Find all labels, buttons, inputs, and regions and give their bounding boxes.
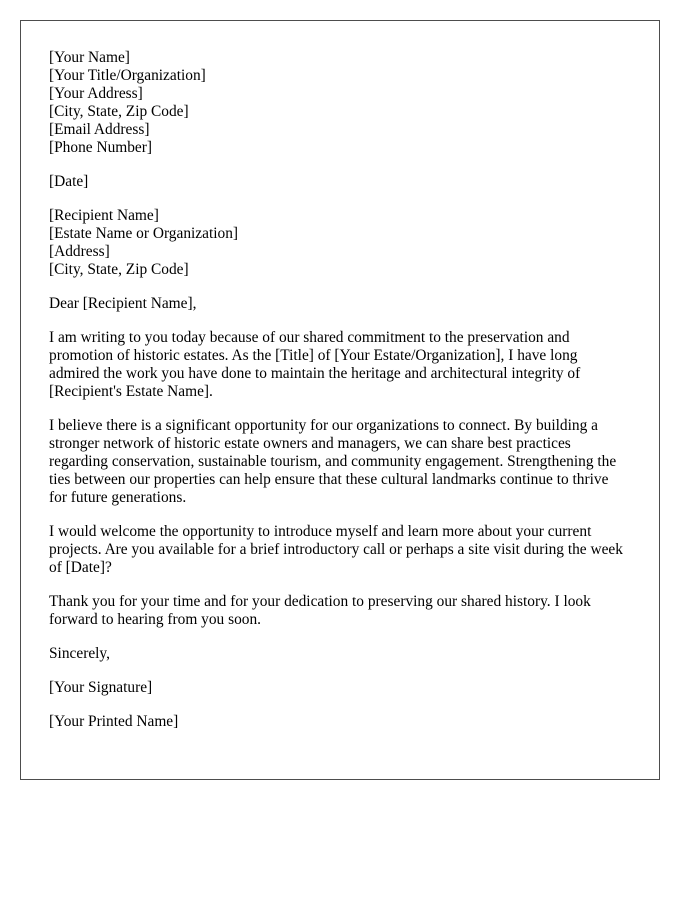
body-paragraph-4: Thank you for your time and for your dedication to preserving our shared history. I look forward to hearing from you soon. — [49, 593, 591, 628]
sender-email: [Email Address] — [49, 121, 150, 138]
recipient-name: [Recipient Name] — [49, 207, 159, 224]
sender-phone: [Phone Number] — [49, 139, 153, 156]
printed-name: [Your Printed Name] — [49, 713, 179, 730]
sender-title-org: [Your Title/Organization] — [49, 67, 206, 84]
recipient-estate-org: [Estate Name or Organization] — [49, 225, 239, 242]
body-paragraph-3: I would welcome the opportunity to introduce myself and learn more about your current projects. Are you available for a brief introductory call or perhaps a site visit during the week of [Date]? — [49, 523, 623, 576]
recipient-address: [Address] — [49, 243, 110, 260]
body-paragraph-1: I am writing to you today because of our shared commitment to the preservation and promotion of historic estates. As the [Title] of [Your Estate/Organization], I have long admired the work you have done to maintain the heritage and architectural integrity of [Recipient's Estate Name]. — [49, 329, 581, 400]
letter-date: [Date] — [49, 173, 89, 190]
date-block — [49, 173, 631, 191]
recipient-block — [49, 207, 631, 279]
sender-address: [Your Address] — [49, 85, 143, 102]
closing: Sincerely, — [49, 645, 110, 662]
sender-city-state-zip: [City, State, Zip Code] — [49, 103, 189, 120]
salutation: Dear [Recipient Name], — [49, 295, 197, 312]
letter-page — [20, 20, 660, 780]
sender-name: [Your Name] — [49, 49, 130, 66]
recipient-city-state-zip: [City, State, Zip Code] — [49, 261, 189, 278]
body-paragraph-2: I believe there is a significant opportunity for our organizations to connect. By building a stronger network of historic estate owners and managers, we can share best practices regarding conservation, sustainable tourism, and community engagement. Strengthening the ties between our properties can help ensure that these cultural landmarks continue to thrive for future generations. — [49, 417, 617, 506]
sender-block — [49, 49, 631, 157]
signature: [Your Signature] — [49, 679, 153, 696]
